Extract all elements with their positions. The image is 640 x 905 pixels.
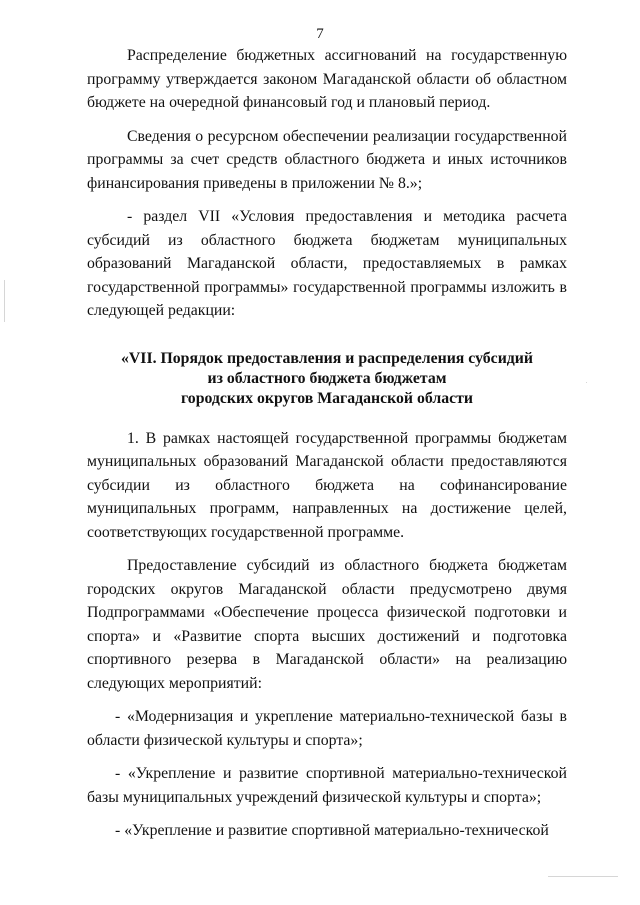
paragraph-resource-info: Сведения о ресурсном обеспечении реализации государственной программы за счет средств областного бюджета и иных источников финансирования приведены в приложении № 8.»; bbox=[87, 127, 567, 192]
paragraph-item-1: 1. В рамках настоящей государственной программы бюджетам муниципальных образований Магаданской области предоставляются субсидии из областного бюджета на софинансирование муниципальных программ, направленных на достижение целей, соответствующих государственной программе. bbox=[87, 429, 567, 541]
scan-artifact-left-edge bbox=[4, 280, 5, 322]
page-number: 7 bbox=[316, 26, 324, 42]
section-heading bbox=[87, 349, 567, 409]
list-item-measure-3: - «Укрепление и развитие спортивной материально-технической bbox=[115, 822, 549, 839]
paragraph-budget-allocation: Распределение бюджетных ассигнований на государственную программу утверждается законом Магаданской области об областном бюджете на очередной финансовый год и плановый период. bbox=[87, 47, 567, 111]
list-item-measure-1: - «Модернизация и укрепление материально-технической базы в области физической культуры и спорта»; bbox=[87, 708, 567, 749]
paragraph-subsidy-provision: Предоставление субсидий из областного бюджета бюджетам городских округов Магаданской области предусмотрено двумя Подпрограммами «Обеспечение процесса физической подготовки и спорта» и «Развитие спорта высших достижений и подготовка спортивного резерва в Магаданской области» на реализацию следующих мероприятий: bbox=[87, 557, 567, 692]
scan-artifact-right-dot bbox=[586, 382, 587, 383]
section-heading-line-2: из областного бюджета бюджетам bbox=[207, 369, 447, 387]
list-item-measure-2: - «Укрепление и развитие спортивной материально-технической базы муниципальных учреждений физической культуры и спорта»; bbox=[87, 765, 567, 806]
section-heading-line-1: «VII. Порядок предоставления и распределения субсидий bbox=[120, 349, 533, 367]
section-heading-line-3: городских округов Магаданской области bbox=[181, 389, 473, 407]
paragraph-section-vii-amendment: - раздел VII «Условия предоставления и методика расчета субсидий из областного бюджета бюджетам муниципальных образований Магаданской области, предоставляемых в рамках государственной программы» государственной программы изложить в следующей редакции: bbox=[87, 208, 567, 319]
document-body bbox=[87, 44, 567, 853]
scan-artifact-bottom-right bbox=[548, 876, 618, 877]
